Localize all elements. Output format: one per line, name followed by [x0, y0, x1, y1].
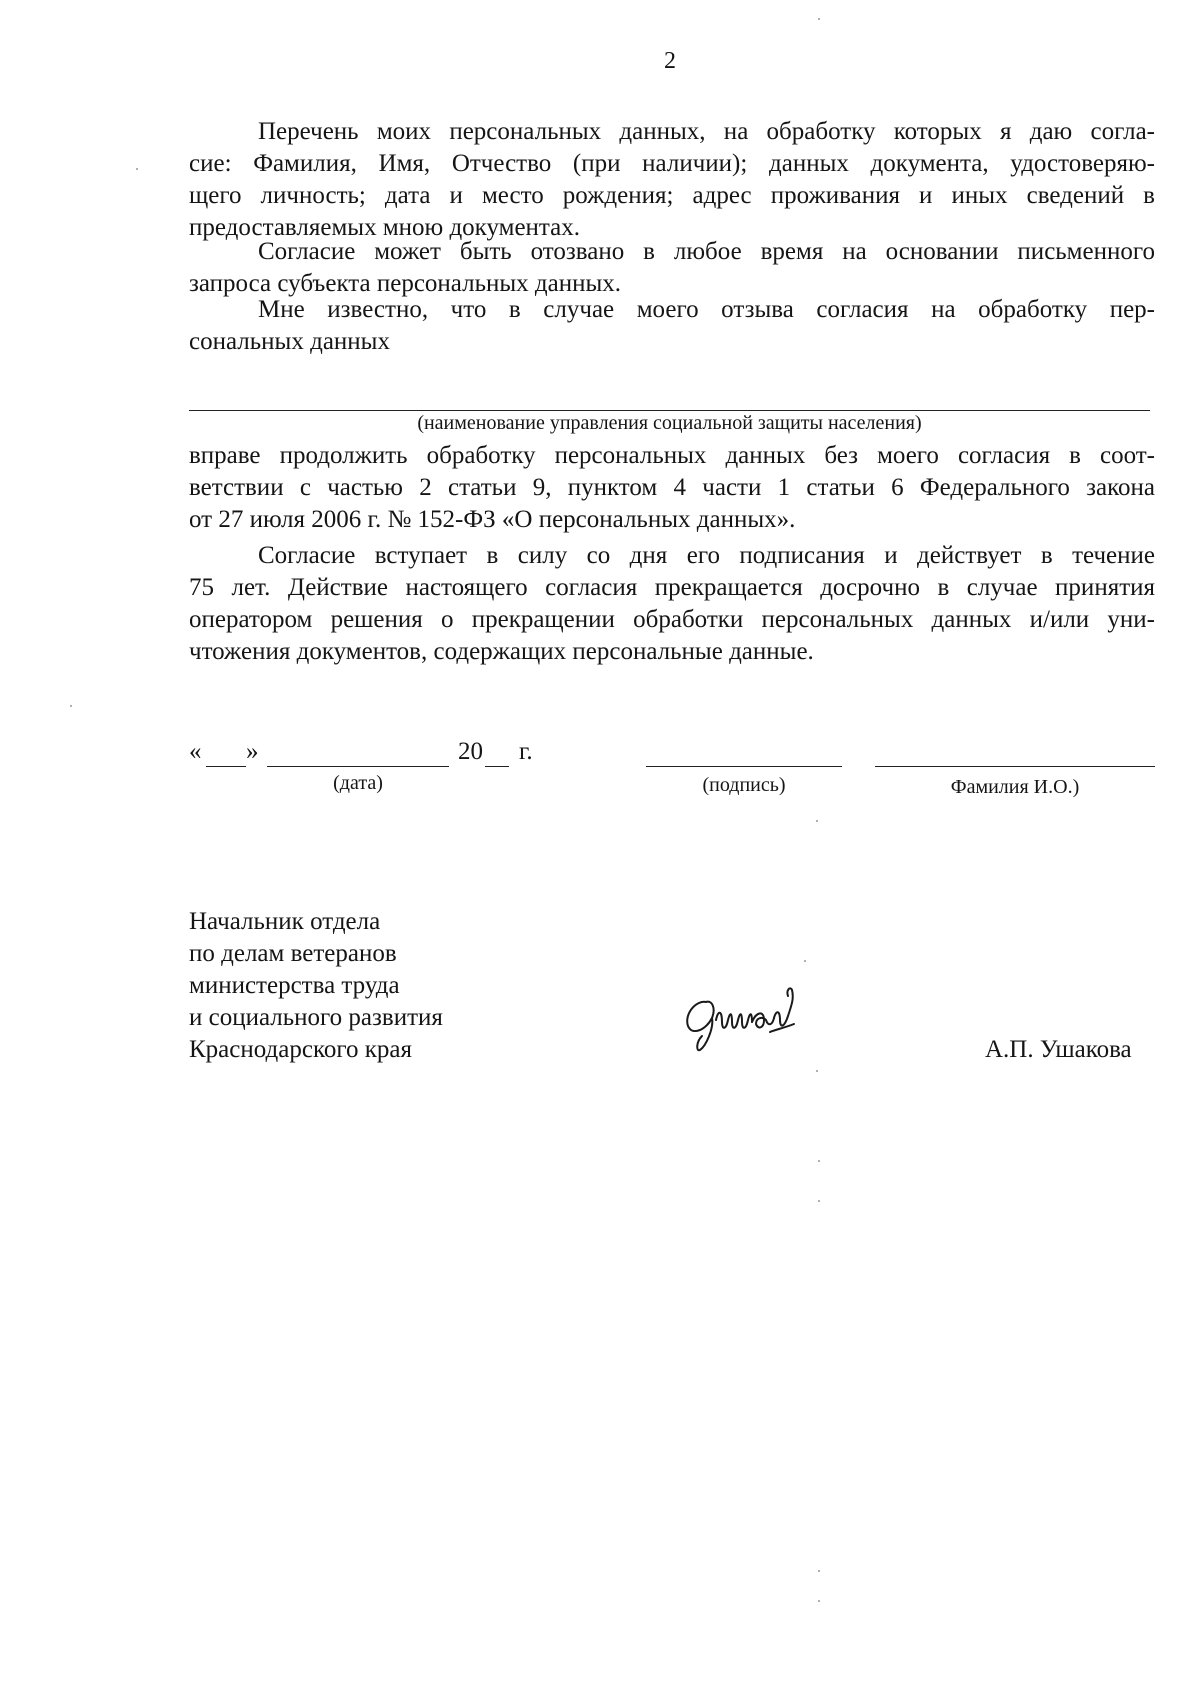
scan-speck — [818, 1200, 820, 1202]
official-name: А.П. Ушакова — [985, 1036, 1132, 1063]
organization-caption: (наименование управления социальной защиты населения) — [417, 412, 922, 434]
text-line: Согласие вступает в силу со дня его подписания и действует в течение — [258, 542, 1155, 569]
name-caption: Фамилия И.О.) — [950, 776, 1080, 798]
name-blank-line — [875, 766, 1155, 767]
text-line: вправе продолжить обработку персональных данных без моего согласия в соот- — [189, 442, 1155, 469]
official-title-line: Краснодарского края — [189, 1036, 412, 1063]
text-line: предоставляемых мною документах. — [189, 214, 581, 241]
signature-caption: (подпись) — [702, 774, 786, 796]
paragraph-validity — [189, 540, 1155, 668]
scan-speck — [818, 18, 820, 20]
page-number: 2 — [664, 48, 676, 74]
text-line: оператором решения о прекращении обработки персональных данных и/или уни- — [189, 606, 1155, 633]
scan-speck — [804, 960, 806, 962]
year-prefix: 20 — [458, 738, 483, 765]
text-line: щего личность; дата и место рождения; адрес проживания и иных сведений в — [189, 182, 1155, 209]
official-title-line: по делам ветеранов — [189, 940, 397, 967]
text-line: чтожения документов, содержащих персональные данные. — [189, 638, 814, 665]
text-line: от 27 июля 2006 г. № 152-ФЗ «О персональных данных». — [189, 506, 796, 533]
text-line: запроса субъекта персональных данных. — [189, 270, 622, 297]
scan-speck — [816, 820, 818, 822]
text-line: Мне известно, что в случае моего отзыва согласия на обработку пер- — [258, 296, 1155, 323]
paragraph-law-reference — [189, 440, 1155, 536]
text-line: сие: Фамилия, Имя, Отчество (при наличии); данных документа, удостоверяю- — [189, 150, 1155, 177]
open-quote: « — [189, 738, 202, 765]
month-blank-line — [267, 766, 449, 767]
official-title-line: министерства труда — [189, 972, 400, 999]
scan-speck — [818, 1600, 820, 1602]
handwritten-signature — [676, 980, 836, 1060]
text-line: 75 лет. Действие настоящего согласия прекращается досрочно в случае принятия — [189, 574, 1155, 601]
paragraph-personal-data-list — [189, 116, 1155, 244]
organization-blank-line — [189, 410, 1150, 411]
text-line: ветствии с частью 2 статьи 9, пунктом 4 части 1 статьи 6 Федерального закона — [189, 474, 1155, 501]
scan-speck — [816, 1070, 818, 1072]
scan-speck — [70, 705, 72, 707]
scan-speck — [818, 1570, 820, 1572]
scan-speck — [136, 168, 138, 170]
official-title-line: Начальник отдела — [189, 908, 381, 935]
day-blank-line — [206, 766, 246, 767]
year-blank-line — [485, 766, 509, 767]
official-title-line: и социального развития — [189, 1004, 443, 1031]
year-suffix: г. — [519, 738, 533, 765]
paragraph-awareness — [189, 294, 1155, 358]
paragraph-withdrawal — [189, 236, 1155, 300]
text-line: сональных данных — [189, 328, 390, 355]
text-line: Согласие может быть отозвано в любое время на основании письменного — [258, 238, 1155, 265]
signature-blank-line — [646, 766, 842, 767]
close-quote: » — [246, 738, 259, 765]
official-title — [189, 906, 443, 1066]
scan-speck — [818, 1160, 820, 1162]
text-line: Перечень моих персональных данных, на обработку которых я даю согла- — [258, 118, 1155, 145]
date-caption: (дата) — [333, 772, 383, 794]
